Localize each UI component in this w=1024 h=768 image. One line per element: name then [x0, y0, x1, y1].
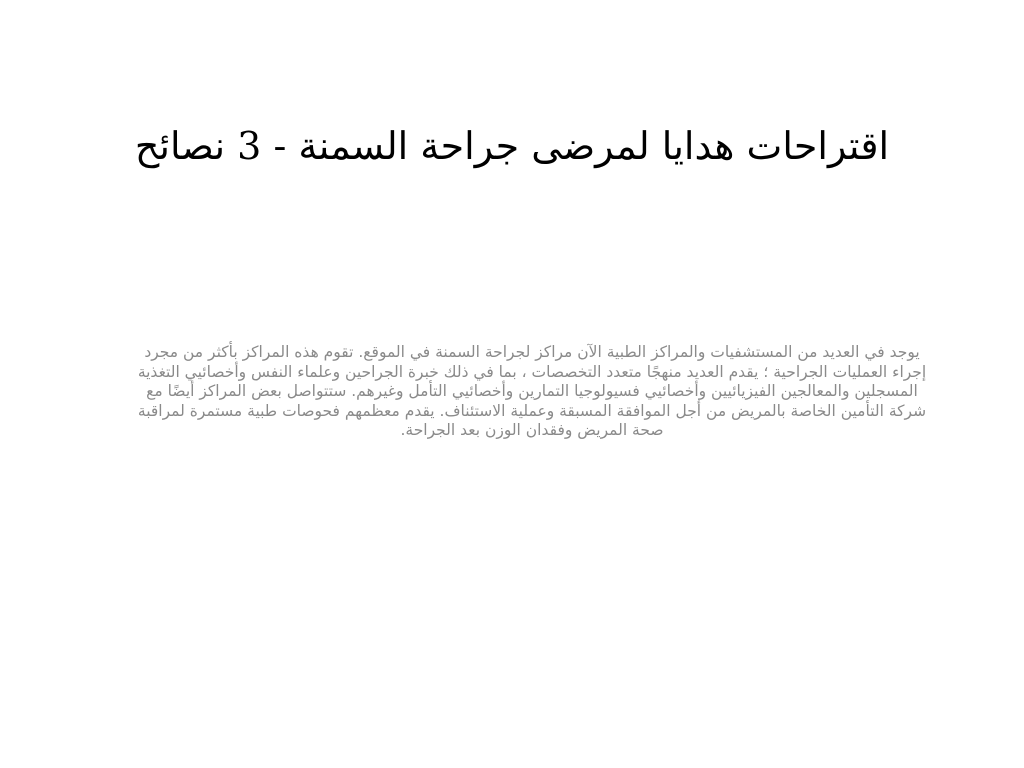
slide-body-text: يوجد في العديد من المستشفيات والمراكز الطبية الآن مراكز لجراحة السمنة في الموقع. تقوم هذه المراكز بأكثر من مجرد إجراء العمليات الجراحية ؛ يقدم العديد منهجًا متعدد التخصصات ، بما في ذلك خبرة الجراحين وعلماء النفس وأخصائيي التغذية المسجلين والمعالجين الفيزيائيين وأخصائيي فسيولوجيا التمارين وأخصائيي التأمل وغيرهم. ستتواصل بعض المراكز أيضًا مع شركة التأمين الخاصة بالمريض من أجل الموافقة المسبقة وعملية الاستئناف. يقدم معظمهم فحوصات طبية مستمرة لمراقبة صحة المريض وفقدان الوزن بعد الجراحة.	[137, 343, 927, 439]
slide-title: اقتراحات هدايا لمرضى جراحة السمنة - 3 نصائح	[134, 124, 890, 168]
